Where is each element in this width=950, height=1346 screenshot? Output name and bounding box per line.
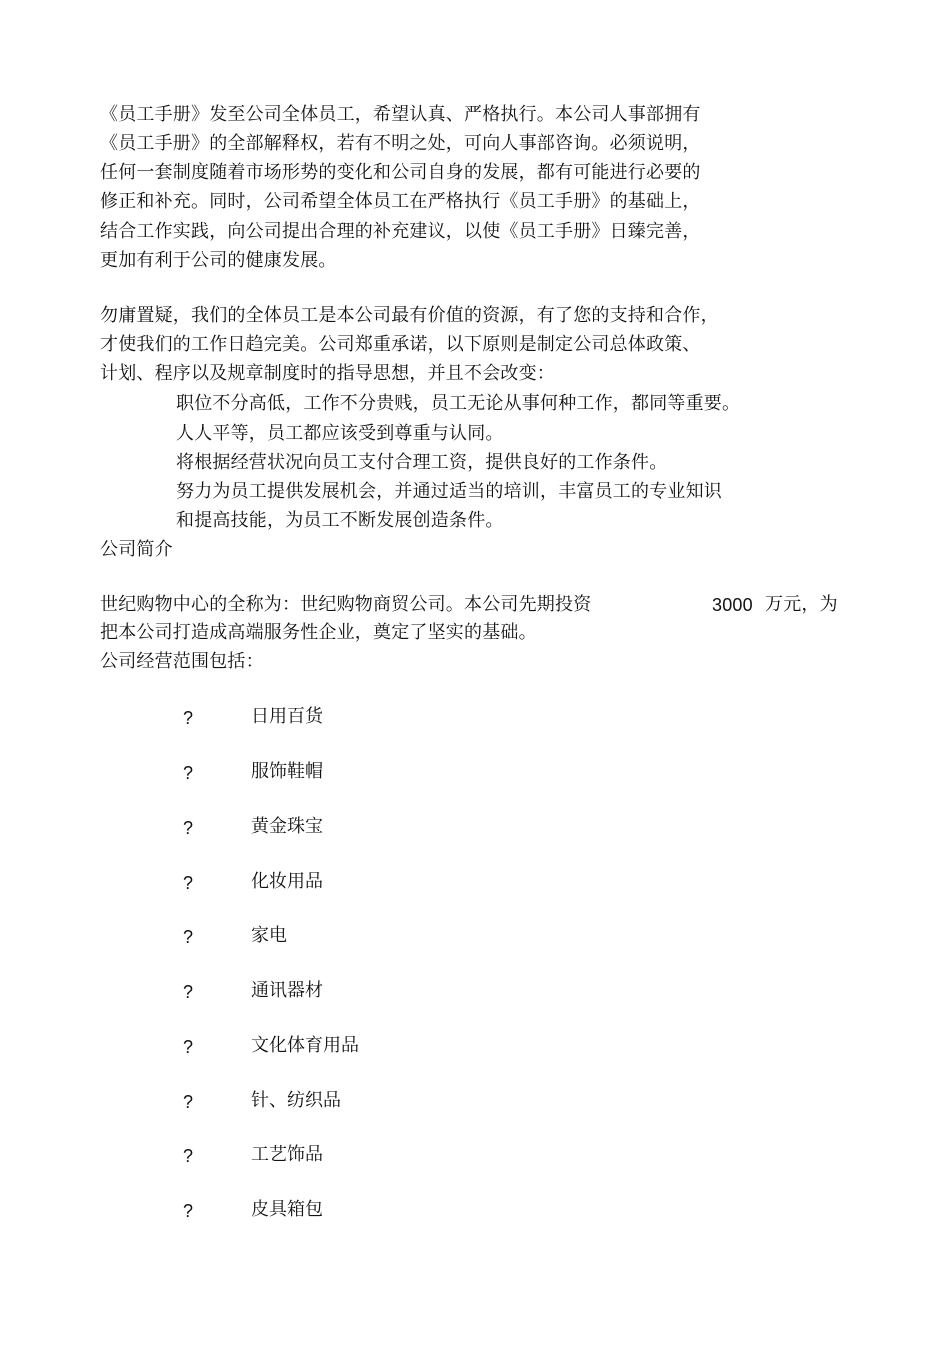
bullet-icon: ? xyxy=(183,927,194,947)
commitment-paragraph-line: 才使我们的工作日趋完美。公司郑重承诺，以下原则是制定公司总体政策、 xyxy=(100,334,701,355)
scope-list-item: 化妆用品 xyxy=(251,871,323,892)
intro-paragraph-line: 结合工作实践，向公司提出合理的补充建议，以使《员工手册》日臻完善， xyxy=(100,221,701,242)
bullet-icon: ? xyxy=(183,1037,194,1057)
investment-amount: 3000 xyxy=(712,595,753,615)
principle-line: 职位不分高低，工作不分贵贱，员工无论从事何种工作，都同等重要。 xyxy=(176,393,741,414)
investment-unit-text: 万元，为 xyxy=(765,594,838,615)
principle-line: 将根据经营状况向员工支付合理工资，提供良好的工作条件。 xyxy=(176,452,668,473)
bullet-icon: ? xyxy=(183,1092,194,1112)
bullet-icon: ? xyxy=(183,763,194,783)
scope-list-item: 针、纺织品 xyxy=(251,1090,341,1111)
scope-list-item: 服饰鞋帽 xyxy=(251,761,323,782)
commitment-paragraph-line: 计划、程序以及规章制度时的指导思想，并且不会改变： xyxy=(100,363,555,384)
scope-list-item: 黄金珠宝 xyxy=(251,816,323,837)
bullet-icon: ? xyxy=(183,873,194,893)
scope-list-item: 通讯器材 xyxy=(251,980,323,1001)
scope-list-item: 文化体育用品 xyxy=(251,1035,359,1056)
bullet-icon: ? xyxy=(183,1201,194,1221)
scope-list-item: 皮具箱包 xyxy=(251,1199,323,1220)
bullet-icon: ? xyxy=(183,708,194,728)
company-description-line xyxy=(100,594,850,616)
principle-line: 和提高技能，为员工不断发展创造条件。 xyxy=(176,510,504,531)
section-heading-company-profile: 公司简介 xyxy=(100,539,173,560)
company-description-text: 世纪购物中心的全称为：世纪购物商贸公司。本公司先期投资 xyxy=(100,594,592,615)
scope-list-item: 工艺饰品 xyxy=(251,1144,323,1165)
principle-line: 努力为员工提供发展机会，并通过适当的培训，丰富员工的专业知识 xyxy=(176,481,722,502)
intro-paragraph-line: 《员工手册》发至公司全体员工，希望认真、严格执行。本公司人事部拥有 xyxy=(100,104,701,125)
bullet-icon: ? xyxy=(183,1146,194,1166)
company-description-line: 把本公司打造成高端服务性企业，奠定了坚实的基础。 xyxy=(100,622,537,643)
commitment-paragraph-line: 勿庸置疑，我们的全体员工是本公司最有价值的资源，有了您的支持和合作， xyxy=(100,305,719,326)
scope-list-item: 家电 xyxy=(251,925,287,946)
intro-paragraph-line: 修正和补充。同时，公司希望全体员工在严格执行《员工手册》的基础上， xyxy=(100,191,701,212)
scope-list-item: 日用百货 xyxy=(251,706,323,727)
principle-line: 人人平等，员工都应该受到尊重与认同。 xyxy=(176,423,504,444)
intro-paragraph-line: 《员工手册》的全部解释权，若有不明之处，可向人事部咨询。必须说明， xyxy=(100,133,701,154)
intro-paragraph-line: 更加有利于公司的健康发展。 xyxy=(100,250,337,271)
bullet-icon: ? xyxy=(183,982,194,1002)
intro-paragraph-line: 任何一套制度随着市场形势的变化和公司自身的发展，都有可能进行必要的 xyxy=(100,162,701,183)
bullet-icon: ? xyxy=(183,818,194,838)
business-scope-label: 公司经营范围包括： xyxy=(100,651,264,672)
